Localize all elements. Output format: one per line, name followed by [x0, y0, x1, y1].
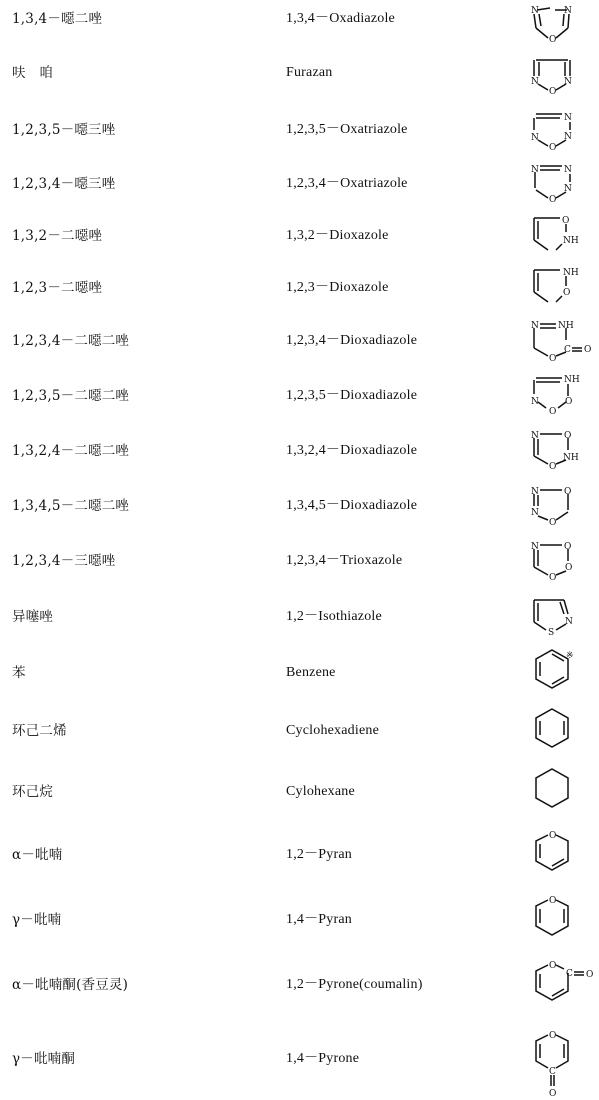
- svg-text:N: N: [564, 77, 572, 87]
- chinese-name: 呋 咱: [12, 65, 54, 81]
- chinese-name: γ－吡喃: [12, 912, 62, 928]
- svg-text:NH: NH: [563, 453, 579, 463]
- svg-text:O: O: [563, 288, 571, 298]
- chinese-name: 1,3,2－二噁唑: [12, 228, 103, 244]
- chinese-name: 1,2,3,5－二噁二唑: [12, 388, 130, 404]
- svg-text:C: C: [549, 1067, 556, 1077]
- english-name: Cylohexane: [286, 784, 355, 799]
- english-name: 1,2,3,5－Oxatriazole: [286, 122, 408, 137]
- english-name: 1,4－Pyrone: [286, 1051, 360, 1066]
- chinese-name: 1,3,2,4－二噁二唑: [12, 443, 130, 459]
- svg-text:NH: NH: [563, 236, 579, 246]
- dioxazole-ring-icon: [522, 212, 582, 256]
- pyran-ring-icon: [522, 828, 582, 884]
- svg-text:O: O: [549, 1089, 557, 1099]
- chinese-name: 1,2,3,5－噁三唑: [12, 122, 116, 138]
- svg-text:N: N: [531, 321, 539, 331]
- svg-text:O: O: [549, 896, 557, 906]
- oxatriazole-ring-icon: [522, 108, 582, 152]
- svg-text:C: C: [564, 345, 571, 355]
- english-name: 1,2,3,4－Trioxazole: [286, 553, 403, 568]
- svg-text:O: O: [549, 87, 557, 97]
- svg-text:NH: NH: [563, 268, 579, 278]
- svg-text:O: O: [549, 354, 557, 364]
- svg-text:N: N: [531, 6, 539, 16]
- chinese-name: 环己烷: [12, 784, 54, 800]
- svg-text:N: N: [531, 133, 539, 143]
- svg-text:O: O: [549, 195, 557, 205]
- dioxadiazole-ring-icon: [522, 424, 582, 470]
- chinese-name: 1,3,4,5－二噁二唑: [12, 498, 130, 514]
- benzene-ring-icon: [522, 646, 586, 702]
- svg-text:N: N: [564, 113, 572, 123]
- english-name: 1,2－Isothiazole: [286, 609, 382, 624]
- chinese-name: 1,3,4－噁二唑: [12, 11, 103, 27]
- english-name: 1,3,4－Oxadiazole: [286, 11, 395, 26]
- oxatriazole-ring-icon: [522, 160, 582, 204]
- chinese-name: 1,2,3,4－噁三唑: [12, 176, 116, 192]
- english-name: Cyclohexadiene: [286, 723, 379, 738]
- english-name: 1,2－Pyrone(coumalin): [286, 977, 423, 992]
- english-name: 1,3,2－Dioxazole: [286, 228, 389, 243]
- svg-text:O: O: [549, 143, 557, 153]
- svg-text:N: N: [565, 617, 573, 627]
- svg-text:N: N: [531, 397, 539, 407]
- svg-text:O: O: [549, 1031, 557, 1041]
- chinese-name: 1,2,3,4－二噁二唑: [12, 333, 130, 349]
- svg-text:O: O: [549, 961, 557, 971]
- svg-text:N: N: [531, 487, 539, 497]
- english-name: 1,2－Pyran: [286, 847, 352, 862]
- svg-text:N: N: [564, 132, 572, 142]
- pyrone-ring-icon: [522, 956, 599, 1014]
- isothiazole-ring-icon: [522, 592, 582, 638]
- oxadiazole-ring-icon: [522, 0, 582, 44]
- svg-text:N: N: [531, 431, 539, 441]
- chinese-name: 1,2,3,4－三噁唑: [12, 553, 116, 569]
- trioxazole-ring-icon: [522, 535, 582, 581]
- svg-text:N: N: [531, 165, 539, 175]
- svg-text:N: N: [531, 542, 539, 552]
- english-name: 1,3,4,5－Dioxadiazole: [286, 498, 418, 513]
- english-name: 1,2,3,4－Dioxadiazole: [286, 333, 418, 348]
- cyclohexadiene-ring-icon: [522, 705, 582, 761]
- chinese-name: α－吡喃酮(香豆灵): [12, 977, 129, 993]
- svg-text:S: S: [548, 628, 555, 638]
- svg-text:O: O: [565, 563, 573, 573]
- svg-text:N: N: [564, 6, 572, 16]
- english-name: 1,2,3,5－Dioxadiazole: [286, 388, 418, 403]
- pyran-ring-icon: [522, 893, 582, 949]
- english-name: Benzene: [286, 665, 336, 680]
- dioxadiazole-ring-icon: [522, 370, 582, 416]
- svg-text:O: O: [549, 573, 557, 583]
- svg-text:N: N: [531, 77, 539, 87]
- chinese-name: γ－吡喃酮: [12, 1051, 76, 1067]
- svg-text:N: N: [564, 184, 572, 194]
- chinese-name: 1,2,3－二噁唑: [12, 280, 103, 296]
- svg-text:O: O: [549, 462, 557, 472]
- svg-text:NH: NH: [564, 375, 580, 385]
- svg-text:O: O: [562, 216, 570, 226]
- english-name: Furazan: [286, 65, 333, 80]
- svg-text:O: O: [549, 35, 557, 45]
- svg-text:NH: NH: [558, 321, 574, 331]
- svg-text:N: N: [564, 165, 572, 175]
- chinese-name: 环己二烯: [12, 723, 67, 739]
- chinese-name: 异噻唑: [12, 609, 54, 625]
- dioxazole-ring-icon: [522, 264, 582, 308]
- english-name: 1,4－Pyran: [286, 912, 352, 927]
- dioxadiazole-ring-icon: [522, 480, 582, 526]
- svg-text:O: O: [549, 831, 557, 841]
- cyclohexane-ring-icon: [522, 765, 582, 821]
- svg-text:※: ※: [566, 651, 574, 661]
- pyrone-ring-icon: [522, 1026, 582, 1100]
- svg-text:O: O: [584, 345, 592, 355]
- svg-text:O: O: [564, 431, 572, 441]
- dioxadiazole-ring-icon: [522, 314, 599, 364]
- english-name: 1,3,2,4－Dioxadiazole: [286, 443, 418, 458]
- svg-text:O: O: [564, 487, 572, 497]
- furazan-ring-icon: [522, 52, 582, 96]
- svg-text:O: O: [565, 397, 573, 407]
- english-name: 1,2,3,4－Oxatriazole: [286, 176, 408, 191]
- chinese-name: α－吡喃: [12, 847, 63, 863]
- svg-text:O: O: [586, 970, 594, 980]
- svg-text:O: O: [564, 542, 572, 552]
- svg-text:O: O: [549, 518, 557, 528]
- english-name: 1,2,3－Dioxazole: [286, 280, 389, 295]
- chinese-name: 苯: [12, 665, 26, 681]
- svg-text:N: N: [531, 508, 539, 518]
- svg-text:O: O: [549, 407, 557, 417]
- svg-text:C: C: [566, 969, 573, 979]
